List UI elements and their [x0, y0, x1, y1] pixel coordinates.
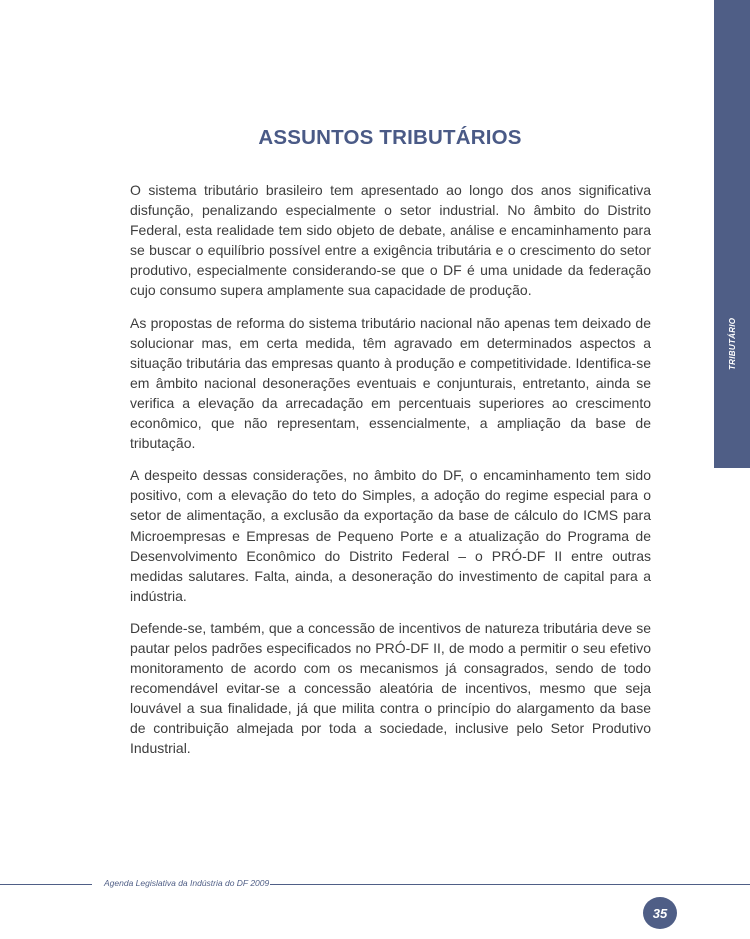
- footer-divider-left: [0, 884, 92, 885]
- page-title: ASSUNTOS TRIBUTÁRIOS: [258, 126, 522, 149]
- side-tab: [714, 0, 750, 468]
- paragraph-3: A despeito dessas considerações, no âmbito do DF, o encaminhamento tem sido positivo, com a elevação do teto do Simples, a adoção do regime especial para o setor de alimentação, a exclusão da exportação da base de cálculo do ICMS para Microempresas e Empresas de Pequeno Porte e a atualização do Programa de Desenvolvimento Econômico do Distrito Federal – o PRÓ-DF II entre outras medidas salutares. Falta, ainda, a desoneração do investimento de capital para a indústria.: [130, 467, 651, 604]
- paragraph-2: As propostas de reforma do sistema tributário nacional não apenas tem deixado de solucionar mas, em certa medida, têm agravado em determinados aspectos a situação tributária das empresas quanto à produção e competitividade. Identifica-se em âmbito nacional desonerações eventuais e conjunturais, entretanto, ainda se verifica a elevação da arrecadação em percentuais superiores ao crescimento econômico, que não representam, essencialmente, a ampliação da base de tributação.: [130, 314, 651, 452]
- page-number-badge: 35: [643, 897, 677, 929]
- side-tab-label: TRIBUTÁRIO: [728, 317, 737, 370]
- paragraph-1: O sistema tributário brasileiro tem apresentado ao longo dos anos significativa disfunção, penalizando especialmente o setor industrial. No âmbito do Distrito Federal, esta realidade tem sido objeto de debate, análise e encaminhamento para se buscar o equilíbrio possível entre a exigência tributária e o crescimento do setor produtivo, especialmente considerando-se que o DF é uma unidade da federação cujo consumo supera amplamente sua capacidade de produção.: [130, 182, 651, 299]
- paragraph-4: Defende-se, também, que a concessão de incentivos de natureza tributária deve se pautar pelos padrões especificados no PRÓ-DF II, de modo a permitir o seu efetivo monitoramento de acordo com os mecanismos já consagrados, sendo de todo recomendável evitar-se a concessão aleatória de incentivos, mesmo que seja louvável a sua finalidade, já que milita contra o princípio do alargamento da base de contribuição almejada por toda a sociedade, inclusive pelo Setor Produtivo Industrial.: [130, 619, 651, 757]
- body-text: [130, 180, 651, 771]
- footer-divider-right: [270, 884, 750, 885]
- footer-publication: Agenda Legislativa da Indústria do DF 2009: [104, 878, 270, 888]
